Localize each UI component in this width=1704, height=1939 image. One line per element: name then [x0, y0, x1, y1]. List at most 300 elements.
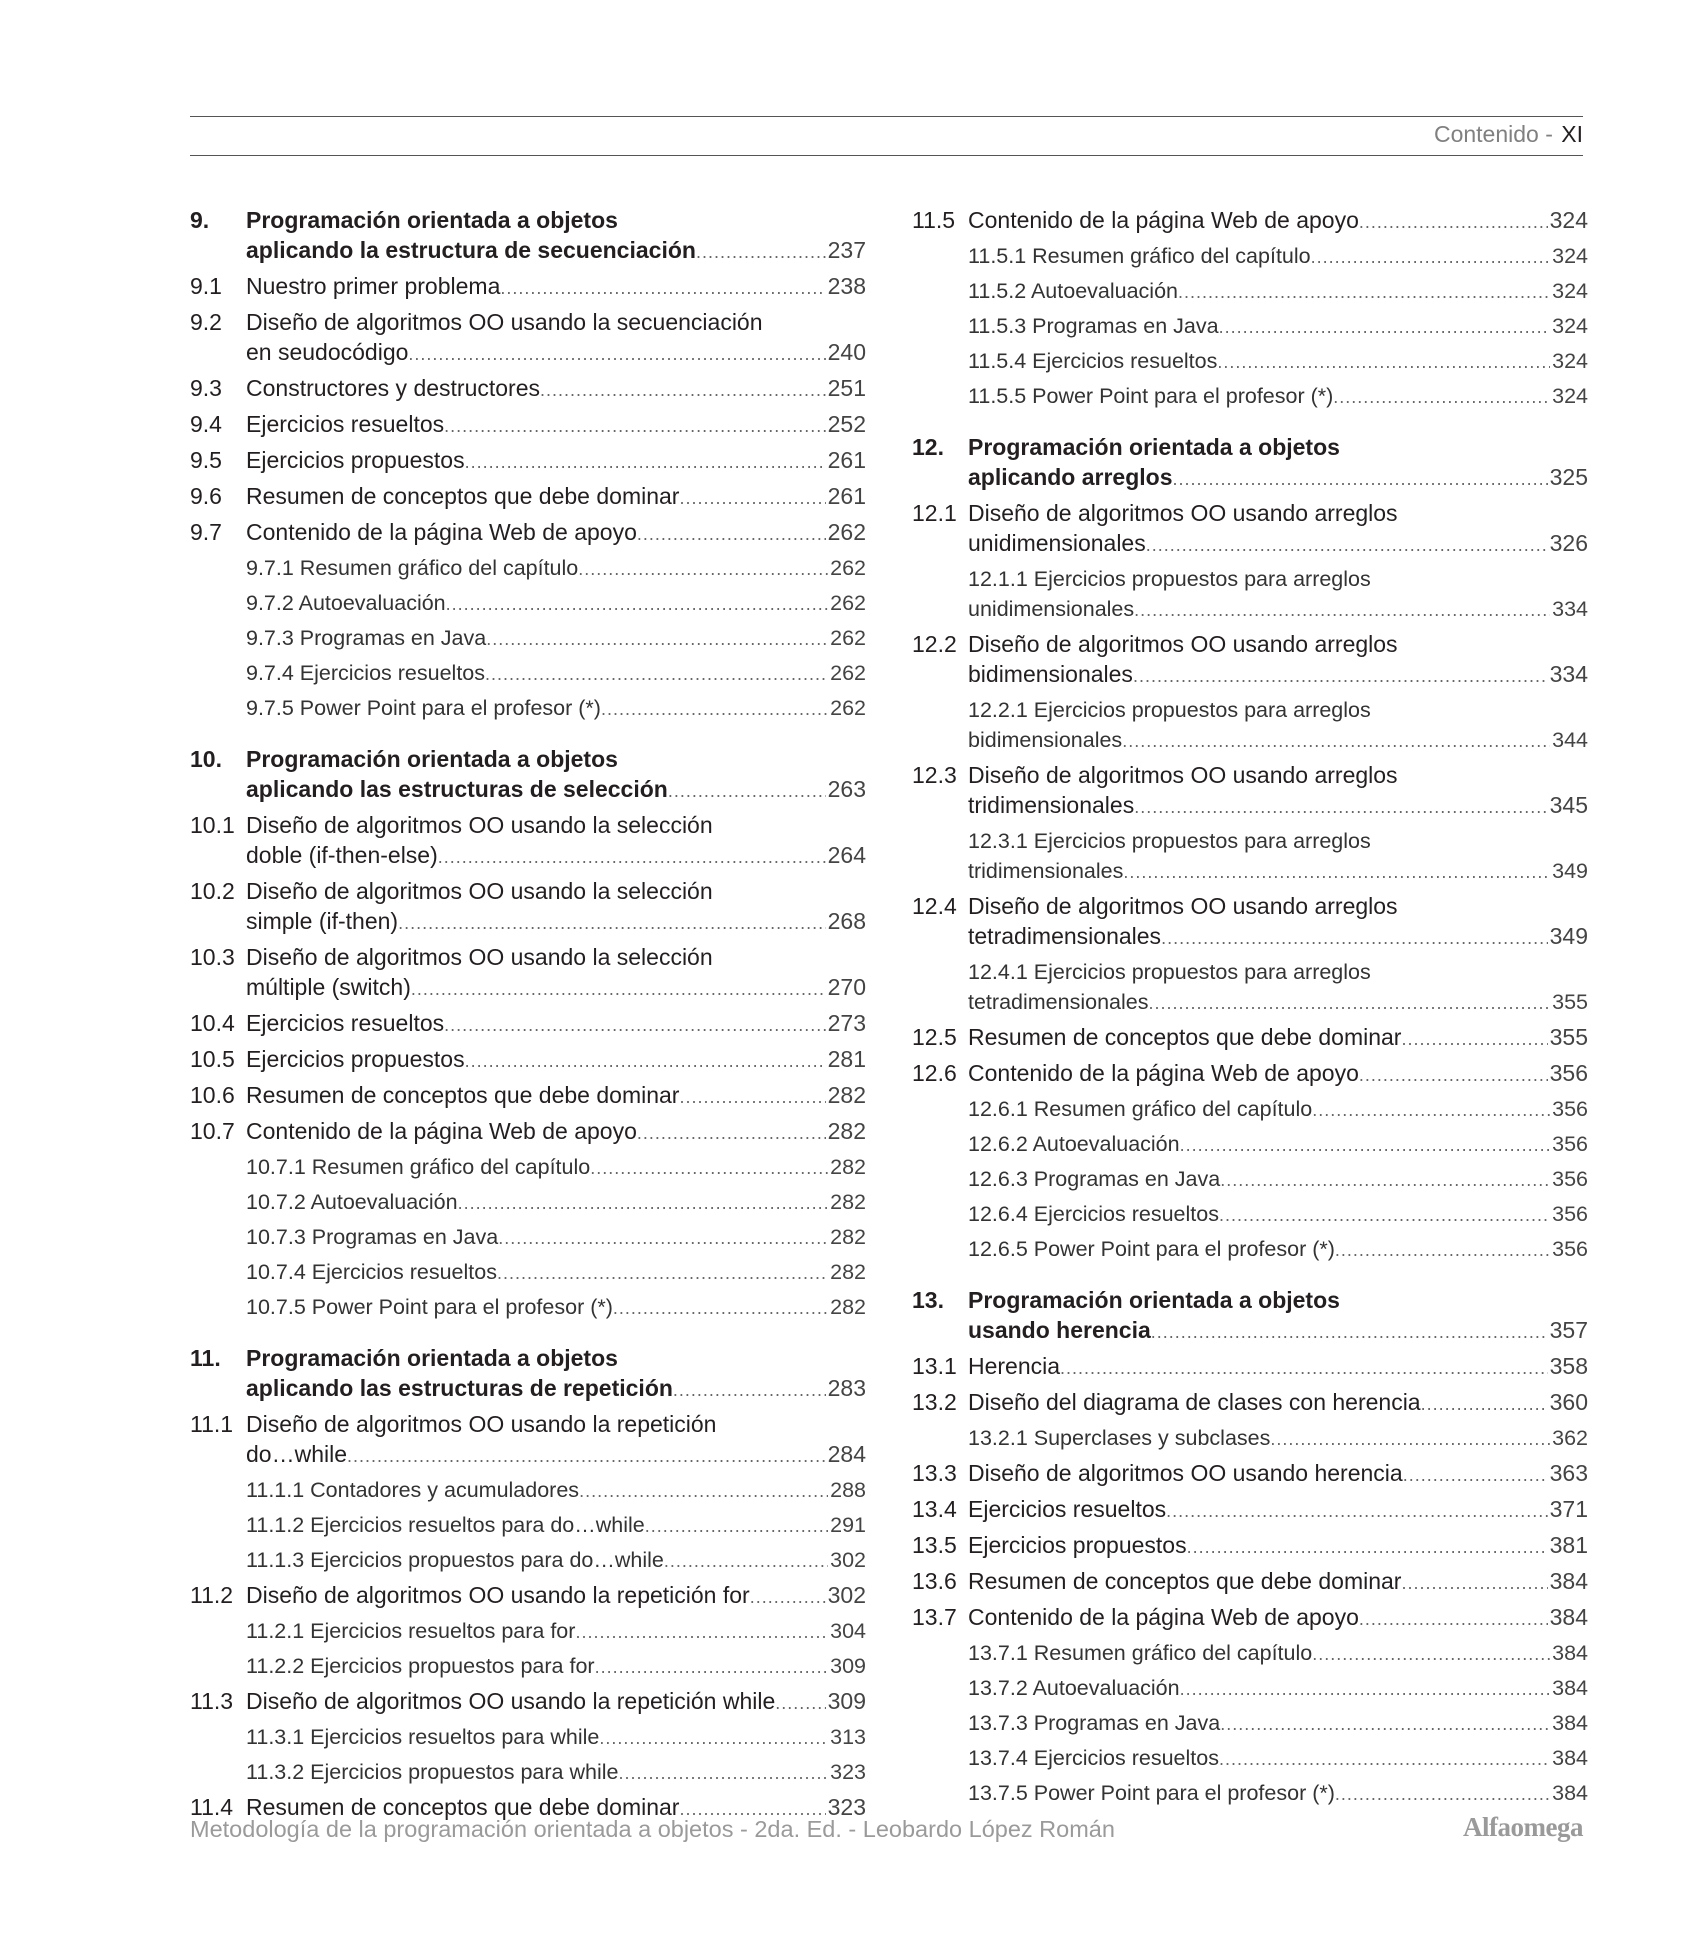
toc-title-last-line: [968, 311, 1588, 342]
dot-leader: [458, 1188, 829, 1218]
toc-entry-body: [968, 1094, 1588, 1125]
toc-section: [190, 1409, 866, 1471]
toc-subsection: [190, 1257, 866, 1288]
dot-leader: [485, 659, 828, 689]
toc-title-last-line: [246, 1686, 866, 1718]
dot-leader: [408, 339, 825, 369]
toc-number: 13.7: [912, 1604, 957, 1630]
toc-number: 9.2: [190, 309, 222, 335]
toc-entry-body: [968, 1602, 1588, 1634]
toc-title: aplicando las estructuras de selección: [246, 776, 668, 802]
dot-leader: [618, 1758, 828, 1788]
toc-title: usando herencia: [968, 1317, 1151, 1343]
toc-page-number: 356: [1552, 1237, 1588, 1261]
toc-title-last-line: [968, 1094, 1588, 1125]
toc-page-number: 237: [827, 237, 866, 263]
toc-subsection: [912, 1638, 1588, 1669]
toc-page-number: 309: [827, 1688, 866, 1714]
toc-page-number: 288: [830, 1478, 866, 1502]
toc-title-last-line: [246, 1080, 866, 1112]
toc-number: 9.4: [190, 411, 222, 437]
toc-page-number: 357: [1549, 1317, 1588, 1343]
toc-subsection: [190, 1152, 866, 1183]
toc-entry-body: [246, 205, 866, 267]
toc-title: Herencia: [968, 1353, 1061, 1379]
toc-page-number: 384: [1552, 1676, 1588, 1700]
toc-entry-body: [246, 445, 866, 477]
toc-title: aplicando arreglos: [968, 464, 1173, 490]
toc-title-last-line: [968, 987, 1588, 1018]
toc-subsection: [912, 1234, 1588, 1265]
toc-section: [912, 498, 1588, 560]
toc-subsection: [912, 1129, 1588, 1160]
toc-section: [190, 517, 866, 549]
toc-page-number: 262: [827, 519, 866, 545]
toc-title-line: Programación orientada a objetos: [246, 1345, 618, 1371]
dot-leader: [1166, 1496, 1547, 1526]
dot-leader: [1220, 1165, 1550, 1195]
dot-leader: [1060, 1353, 1548, 1383]
toc-page-number: 355: [1549, 1024, 1588, 1050]
dot-leader: [1219, 312, 1551, 342]
toc-title-line: Diseño de algoritmos OO usando la selección: [246, 812, 713, 838]
toc-number: 10.5: [190, 1046, 235, 1072]
toc-title: Resumen de conceptos que debe dominar: [246, 1082, 680, 1108]
toc-subsection: [912, 957, 1588, 1018]
toc-entry-body: [968, 1234, 1588, 1265]
dot-leader: [1311, 242, 1551, 272]
toc-page-number: 384: [1552, 1641, 1588, 1665]
toc-title-last-line: [246, 1475, 866, 1506]
toc-title: Diseño de algoritmos OO usando herencia: [968, 1460, 1403, 1486]
toc-subsection: [190, 1545, 866, 1576]
dot-leader: [1151, 1317, 1548, 1347]
toc-title-last-line: [968, 1458, 1588, 1490]
toc-title-line: Programación orientada a objetos: [968, 434, 1340, 460]
toc-entry-body: [246, 658, 866, 689]
toc-title: tetradimensionales: [968, 923, 1162, 949]
toc-page-number: 282: [830, 1295, 866, 1319]
dot-leader: [1173, 464, 1548, 494]
toc-section: [912, 1530, 1588, 1562]
toc-entry-body: [246, 1187, 866, 1218]
toc-title-last-line: [968, 856, 1588, 887]
toc-title-last-line: [246, 1757, 866, 1788]
toc-page-number: 262: [830, 591, 866, 615]
toc-page-number: 251: [827, 375, 866, 401]
toc-number: 13.1: [912, 1353, 957, 1379]
toc-title-last-line: [968, 594, 1588, 625]
toc-number: 11.1: [190, 1411, 234, 1437]
dot-leader: [1122, 726, 1550, 756]
dot-leader: [411, 974, 826, 1004]
toc-subsection: [190, 1475, 866, 1506]
dot-leader: [590, 1153, 828, 1183]
toc-entry-body: [246, 1152, 866, 1183]
toc-title: Ejercicios resueltos: [246, 1010, 445, 1036]
toc-section: [190, 1080, 866, 1112]
toc-chapter: [190, 744, 866, 806]
toc-entry-body: [968, 1743, 1588, 1774]
toc-subsection: [912, 695, 1588, 756]
toc-entry-body: [968, 1673, 1588, 1704]
toc-page-number: 313: [830, 1725, 866, 1749]
toc-title: doble (if-then-else): [246, 842, 438, 868]
dot-leader: [578, 554, 828, 584]
toc-number: 9.3: [190, 375, 222, 401]
toc-entry-body: [246, 1080, 866, 1112]
dot-leader: [1312, 1095, 1550, 1125]
toc-page-number: 324: [1552, 384, 1588, 408]
toc-number: 13.3: [912, 1460, 957, 1486]
toc-section: [912, 760, 1588, 822]
toc-section: [190, 876, 866, 938]
dot-leader: [1178, 277, 1550, 307]
toc-page-number: 325: [1549, 464, 1588, 490]
toc-page-number: 302: [827, 1582, 866, 1608]
toc-number: 13.4: [912, 1496, 957, 1522]
toc-title: Resumen de conceptos que debe dominar: [246, 1794, 680, 1820]
toc-entry-body: [968, 1129, 1588, 1160]
toc-title: Constructores y destructores: [246, 375, 541, 401]
toc-page-number: 345: [1549, 792, 1588, 818]
dot-leader: [465, 1046, 826, 1076]
dot-leader: [668, 776, 826, 806]
toc-page-number: 291: [830, 1513, 866, 1537]
toc-title-last-line: [968, 381, 1588, 412]
running-head-page-number: XI: [1561, 121, 1583, 147]
toc-number: 13.: [912, 1287, 944, 1313]
toc-title-last-line: [246, 1439, 866, 1471]
toc-title: 11.2.1 Ejercicios resueltos para for: [246, 1619, 576, 1643]
toc-subsection: [190, 693, 866, 724]
toc-section: [912, 1494, 1588, 1526]
dot-leader: [1133, 661, 1548, 691]
toc-page-number: 362: [1552, 1426, 1588, 1450]
toc-title-last-line: [968, 1638, 1588, 1669]
toc-title: bidimensionales: [968, 728, 1123, 752]
toc-title: unidimensionales: [968, 597, 1135, 621]
toc-entry-body: [246, 744, 866, 806]
toc-page-number: 324: [1549, 207, 1588, 233]
toc-entry-body: [968, 891, 1588, 953]
dot-leader: [679, 483, 825, 513]
dot-leader: [673, 1375, 826, 1405]
toc-entry-body: [246, 373, 866, 405]
toc-entry-body: [246, 623, 866, 654]
toc-section: [912, 891, 1588, 953]
toc-section: [190, 307, 866, 369]
toc-entry-body: [968, 381, 1588, 412]
toc-subsection: [190, 588, 866, 619]
toc-page-number: 384: [1552, 1746, 1588, 1770]
toc-page-number: 323: [830, 1760, 866, 1784]
publisher-logo: Alfaomega: [1463, 1812, 1583, 1842]
dot-leader: [599, 1723, 828, 1753]
dot-leader: [1421, 1389, 1548, 1419]
toc-subsection: [912, 1708, 1588, 1739]
dot-leader: [637, 1118, 826, 1148]
toc-page-number: 282: [830, 1190, 866, 1214]
toc-entry-body: [246, 271, 866, 303]
toc-title-last-line: [246, 693, 866, 724]
toc-entry-body: [246, 1475, 866, 1506]
toc-subsection: [190, 1292, 866, 1323]
toc-title-line: Diseño de algoritmos OO usando la selección: [246, 944, 713, 970]
toc-title: unidimensionales: [968, 530, 1146, 556]
toc-page-number: 356: [1552, 1097, 1588, 1121]
toc-entry-body: [968, 1058, 1588, 1090]
toc-title-last-line: [968, 1234, 1588, 1265]
toc-page-number: 283: [827, 1375, 866, 1401]
toc-title-last-line: [968, 790, 1588, 822]
toc-title-last-line: [246, 658, 866, 689]
toc-title-line: 12.1.1 Ejercicios propuestos para arreglos: [968, 567, 1371, 591]
running-head: [1434, 121, 1583, 148]
toc-entry-body: [968, 826, 1588, 887]
toc-subsection: [912, 1199, 1588, 1230]
toc-page-number: 261: [827, 447, 866, 473]
footer-book-title: Metodología de la programación orientada a objetos - 2da. Ed. - Leobardo López Román: [190, 1816, 1115, 1842]
toc-number: 13.2: [912, 1389, 957, 1415]
toc-number: 12.5: [912, 1024, 957, 1050]
toc-entry-body: [968, 1351, 1588, 1383]
toc-subsection: [912, 1164, 1588, 1195]
toc-title: múltiple (switch): [246, 974, 411, 1000]
toc-title-last-line: [968, 1129, 1588, 1160]
toc-title: Nuestro primer problema: [246, 273, 501, 299]
toc-title-line: Diseño de algoritmos OO usando arreglos: [968, 762, 1398, 788]
toc-number: 13.5: [912, 1532, 957, 1558]
toc-title-last-line: [968, 1778, 1588, 1809]
dot-leader: [664, 1546, 828, 1576]
toc-title: 10.7.1 Resumen gráfico del capítulo: [246, 1155, 591, 1179]
toc-title-line: 12.4.1 Ejercicios propuestos para arreglos: [968, 960, 1371, 984]
toc-subsection: [912, 1743, 1588, 1774]
dot-leader: [575, 1617, 828, 1647]
toc-title-last-line: [246, 1510, 866, 1541]
toc-section: [190, 1044, 866, 1076]
toc-entry-body: [968, 629, 1588, 691]
toc-number: 11.4: [190, 1794, 234, 1820]
toc-number: 9.7: [190, 519, 222, 545]
toc-entry-body: [246, 1343, 866, 1405]
toc-title: aplicando las estructuras de repetición: [246, 1375, 673, 1401]
toc-entry-body: [246, 1545, 866, 1576]
toc-title-line: Diseño de algoritmos OO usando arreglos: [968, 500, 1398, 526]
toc-page-number: 240: [827, 339, 866, 365]
dot-leader: [444, 1010, 825, 1040]
toc-title: Ejercicios resueltos: [968, 1496, 1167, 1522]
toc-chapter: [912, 432, 1588, 494]
toc-title: Resumen de conceptos que debe dominar: [968, 1568, 1402, 1594]
toc-entry-body: [968, 1566, 1588, 1598]
toc-entry-body: [246, 409, 866, 441]
toc-title: 11.3.1 Ejercicios resueltos para while: [246, 1725, 600, 1749]
toc-title: 11.1.2 Ejercicios resueltos para do…while: [246, 1513, 645, 1537]
toc-entry-body: [246, 1722, 866, 1753]
toc-section: [190, 409, 866, 441]
toc-subsection: [190, 1187, 866, 1218]
toc-page-number: 324: [1552, 244, 1588, 268]
toc-number: 12.4: [912, 893, 957, 919]
toc-title: Resumen de conceptos que debe dominar: [968, 1024, 1402, 1050]
toc-title: tetradimensionales: [968, 990, 1149, 1014]
toc-page-number: 273: [827, 1010, 866, 1036]
dot-leader: [498, 1223, 828, 1253]
toc-section: [190, 481, 866, 513]
toc-page-number: 349: [1552, 859, 1588, 883]
toc-page-number: 262: [830, 556, 866, 580]
dot-leader: [601, 694, 828, 724]
toc-title-last-line: [246, 972, 866, 1004]
toc-entry-body: [246, 1757, 866, 1788]
toc-subsection: [912, 1423, 1588, 1454]
dot-leader: [438, 842, 826, 872]
dot-leader: [1217, 347, 1550, 377]
toc-entry-body: [968, 760, 1588, 822]
toc-entry-body: [968, 1022, 1588, 1054]
toc-title-last-line: [246, 481, 866, 513]
toc-title-last-line: [246, 1257, 866, 1288]
toc-title: bidimensionales: [968, 661, 1133, 687]
dot-leader: [1146, 530, 1548, 560]
toc-title-last-line: [968, 1315, 1588, 1347]
toc-section: [190, 810, 866, 872]
toc-subsection: [912, 1778, 1588, 1809]
toc-title-last-line: [246, 623, 866, 654]
toc-title-last-line: [968, 1673, 1588, 1704]
toc-title-last-line: [968, 1387, 1588, 1419]
toc-page-number: 381: [1549, 1532, 1588, 1558]
toc-subsection: [912, 564, 1588, 625]
dot-leader: [1270, 1424, 1550, 1454]
toc-number: 10.: [190, 746, 222, 772]
toc-title-line: 12.2.1 Ejercicios propuestos para arreglos: [968, 698, 1371, 722]
toc-number: 12.: [912, 434, 944, 460]
toc-page-number: 356: [1552, 1167, 1588, 1191]
toc-title: 9.7.4 Ejercicios resueltos: [246, 661, 485, 685]
toc-chapter: [912, 1285, 1588, 1347]
toc-column-left: [190, 205, 866, 1824]
dot-leader: [465, 447, 826, 477]
toc-title: 10.7.2 Autoevaluación: [246, 1190, 458, 1214]
toc-page-number: 261: [827, 483, 866, 509]
toc-title: 9.7.5 Power Point para el profesor (*): [246, 696, 601, 720]
toc-subsection: [912, 381, 1588, 412]
dot-leader: [775, 1688, 825, 1718]
toc-title: aplicando la estructura de secuenciación: [246, 237, 696, 263]
toc-title: 13.7.5 Power Point para el profesor (*): [968, 1781, 1335, 1805]
toc-title-line: Diseño de algoritmos OO usando la secuenciación: [246, 309, 763, 335]
dot-leader: [1134, 792, 1547, 822]
toc-page-number: 282: [827, 1082, 866, 1108]
toc-page-number: 309: [830, 1654, 866, 1678]
toc-title: 9.7.2 Autoevaluación: [246, 591, 446, 615]
toc-page-number: 302: [830, 1548, 866, 1572]
dot-leader: [579, 1476, 828, 1506]
toc-section: [912, 1351, 1588, 1383]
toc-number: 12.2: [912, 631, 957, 657]
toc-entry-body: [968, 1638, 1588, 1669]
toc-entry-body: [968, 1778, 1588, 1809]
toc-entry-body: [968, 205, 1588, 237]
toc-title: 11.5.2 Autoevaluación: [968, 279, 1178, 303]
toc-title: 11.5.5 Power Point para el profesor (*): [968, 384, 1334, 408]
toc-entry-body: [246, 1510, 866, 1541]
toc-title-line: Programación orientada a objetos: [246, 746, 618, 772]
toc-entry-body: [968, 346, 1588, 377]
toc-title: 12.6.1 Resumen gráfico del capítulo: [968, 1097, 1313, 1121]
toc-title: tridimensionales: [968, 792, 1135, 818]
dot-leader: [486, 624, 828, 654]
toc-title-last-line: [246, 235, 866, 267]
toc-number: 10.2: [190, 878, 235, 904]
toc-title-last-line: [246, 774, 866, 806]
toc-title: 13.2.1 Superclases y subclases: [968, 1426, 1271, 1450]
toc-page-number: 268: [827, 908, 866, 934]
toc-page-number: 281: [827, 1046, 866, 1072]
toc-page-number: 324: [1552, 314, 1588, 338]
dot-leader: [1220, 1709, 1550, 1739]
toc-subsection: [190, 1510, 866, 1541]
toc-title-last-line: [246, 1044, 866, 1076]
toc-title: 10.7.5 Power Point para el profesor (*): [246, 1295, 613, 1319]
toc-page-number: 262: [830, 626, 866, 650]
toc-entry-body: [246, 481, 866, 513]
toc-title-last-line: [246, 409, 866, 441]
toc-title-last-line: [246, 840, 866, 872]
toc-title: Contenido de la página Web de apoyo: [968, 1060, 1359, 1086]
dot-leader: [1359, 207, 1548, 237]
dot-leader: [444, 411, 825, 441]
toc-title: Diseño de algoritmos OO usando la repetición for: [246, 1582, 750, 1608]
toc-page-number: 323: [827, 1794, 866, 1820]
dot-leader: [446, 589, 828, 619]
toc-title-last-line: [246, 1152, 866, 1183]
toc-title-last-line: [246, 1616, 866, 1647]
toc-page-number: 384: [1552, 1711, 1588, 1735]
toc-title-last-line: [968, 1708, 1588, 1739]
toc-page-number: 344: [1552, 728, 1588, 752]
toc-page-number: 334: [1552, 597, 1588, 621]
toc-subsection: [190, 1651, 866, 1682]
dot-leader: [1333, 382, 1550, 412]
toc-subsection: [190, 1222, 866, 1253]
dot-leader: [500, 273, 825, 303]
toc-title: 11.5.4 Ejercicios resueltos: [968, 349, 1218, 373]
toc-subsection: [912, 241, 1588, 272]
toc-title: Resumen de conceptos que debe dominar: [246, 483, 680, 509]
toc-title: 11.5.3 Programas en Java: [968, 314, 1219, 338]
toc-title-last-line: [246, 271, 866, 303]
toc-title: Contenido de la página Web de apoyo: [968, 1604, 1359, 1630]
toc-title-last-line: [246, 445, 866, 477]
toc-title-last-line: [246, 1116, 866, 1148]
toc-number: 10.3: [190, 944, 235, 970]
toc-title-last-line: [246, 1651, 866, 1682]
toc-title: tridimensionales: [968, 859, 1124, 883]
toc-subsection: [912, 826, 1588, 887]
toc-page-number: 363: [1549, 1460, 1588, 1486]
toc-subsection: [912, 1094, 1588, 1125]
dot-leader: [1312, 1639, 1550, 1669]
toc-number: 9.: [190, 207, 210, 233]
toc-title: 11.3.2 Ejercicios propuestos para while: [246, 1760, 619, 1784]
toc-page-number: 264: [827, 842, 866, 868]
toc-entry-body: [246, 517, 866, 549]
header-rule-top: [190, 116, 1583, 117]
